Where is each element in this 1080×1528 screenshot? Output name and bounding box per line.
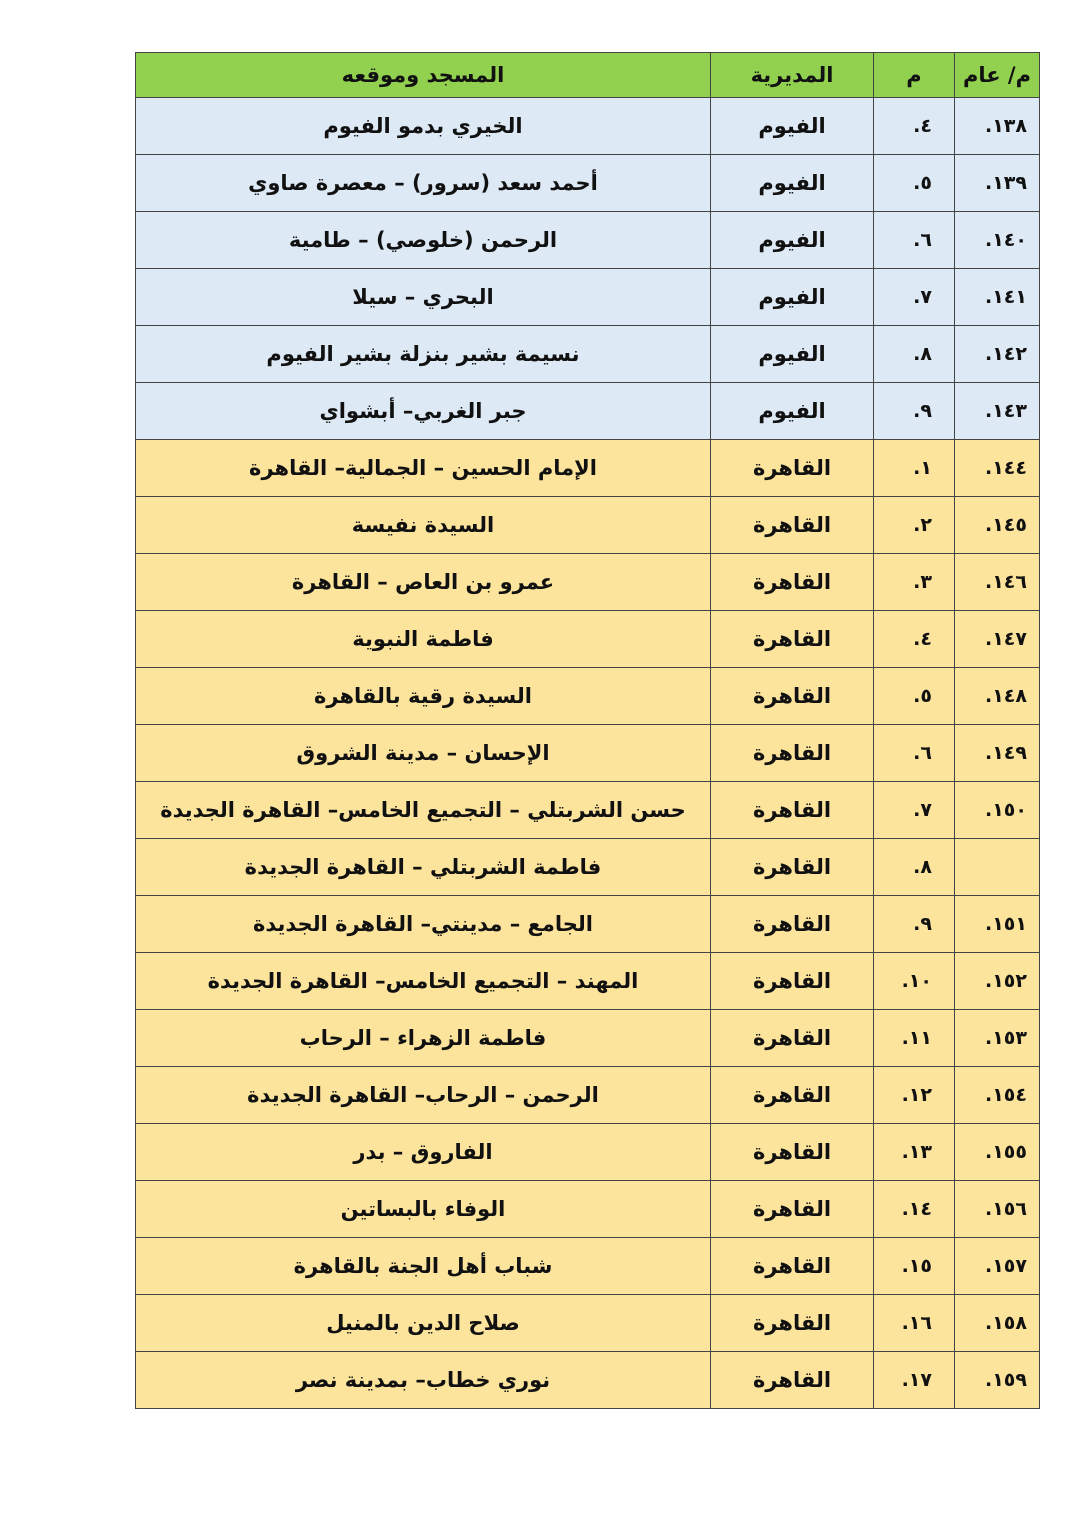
general-number-cell: ١٥٥. (955, 1124, 1040, 1181)
header-mosque: المسجد وموقعه (136, 53, 711, 98)
mosque-cell: البحري – سيلا (136, 269, 711, 326)
table-row (136, 1067, 1040, 1124)
mosque-cell: الجامع – مدينتي– القاهرة الجديدة (136, 896, 711, 953)
number-cell: ٩. (874, 383, 955, 440)
mosque-cell: أحمد سعد (سرور) – معصرة صاوي (136, 155, 711, 212)
directorate-cell: القاهرة (711, 953, 874, 1010)
directorate-cell: الفيوم (711, 212, 874, 269)
header-directorate: المديرية (711, 53, 874, 98)
number-cell: ٧. (874, 782, 955, 839)
table-row (136, 554, 1040, 611)
directorate-cell: القاهرة (711, 554, 874, 611)
number-cell: ٨. (874, 326, 955, 383)
table-row (136, 611, 1040, 668)
mosque-cell: نسيمة بشير بنزلة بشير الفيوم (136, 326, 711, 383)
mosque-cell: نوري خطاب– بمدينة نصر (136, 1352, 711, 1409)
mosque-cell: الخيري بدمو الفيوم (136, 98, 711, 155)
number-cell: ٢. (874, 497, 955, 554)
directorate-cell: القاهرة (711, 1352, 874, 1409)
general-number-cell: ١٤٣. (955, 383, 1040, 440)
directorate-cell: الفيوم (711, 98, 874, 155)
mosque-cell: صلاح الدين بالمنيل (136, 1295, 711, 1352)
number-cell: ٥. (874, 668, 955, 725)
directorate-cell: الفيوم (711, 383, 874, 440)
mosque-cell: الرحمن – الرحاب– القاهرة الجديدة (136, 1067, 711, 1124)
mosque-cell: المهند – التجميع الخامس– القاهرة الجديدة (136, 953, 711, 1010)
number-cell: ١٠. (874, 953, 955, 1010)
table-row (136, 782, 1040, 839)
directorate-cell: القاهرة (711, 896, 874, 953)
table-row (136, 98, 1040, 155)
general-number-cell: ١٤٢. (955, 326, 1040, 383)
mosque-cell: فاطمة الشربتلي – القاهرة الجديدة (136, 839, 711, 896)
mosque-cell: الرحمن (خلوصي) – طامية (136, 212, 711, 269)
table-row (136, 1295, 1040, 1352)
mosque-cell: عمرو بن العاص – القاهرة (136, 554, 711, 611)
table-row (136, 1010, 1040, 1067)
general-number-cell: ١٥٤. (955, 1067, 1040, 1124)
number-cell: ٤. (874, 98, 955, 155)
directorate-cell: الفيوم (711, 269, 874, 326)
mosque-cell: السيدة نفيسة (136, 497, 711, 554)
mosque-cell: حسن الشربتلي – التجميع الخامس– القاهرة الجديدة (136, 782, 711, 839)
table-row (136, 953, 1040, 1010)
table-row (136, 383, 1040, 440)
number-cell: ٩. (874, 896, 955, 953)
directorate-cell: القاهرة (711, 1295, 874, 1352)
number-cell: ٨. (874, 839, 955, 896)
mosque-table (135, 52, 1040, 1409)
number-cell: ٥. (874, 155, 955, 212)
general-number-cell (955, 839, 1040, 896)
number-cell: ٣. (874, 554, 955, 611)
mosque-cell: جبر الغربي– أبشواي (136, 383, 711, 440)
table-row (136, 668, 1040, 725)
general-number-cell: ١٥١. (955, 896, 1040, 953)
directorate-cell: القاهرة (711, 611, 874, 668)
general-number-cell: ١٤٦. (955, 554, 1040, 611)
table-row (136, 497, 1040, 554)
table-row (136, 1181, 1040, 1238)
table-row (136, 896, 1040, 953)
directorate-cell: القاهرة (711, 1181, 874, 1238)
directorate-cell: القاهرة (711, 782, 874, 839)
directorate-cell: القاهرة (711, 440, 874, 497)
number-cell: ١٥. (874, 1238, 955, 1295)
header-row (136, 53, 1040, 98)
mosque-cell: فاطمة النبوية (136, 611, 711, 668)
number-cell: ١٣. (874, 1124, 955, 1181)
table-row (136, 155, 1040, 212)
number-cell: ١٤. (874, 1181, 955, 1238)
general-number-cell: ١٤٨. (955, 668, 1040, 725)
general-number-cell: ١٤٠. (955, 212, 1040, 269)
number-cell: ١١. (874, 1010, 955, 1067)
number-cell: ١٢. (874, 1067, 955, 1124)
directorate-cell: القاهرة (711, 725, 874, 782)
directorate-cell: القاهرة (711, 497, 874, 554)
table-row (136, 1238, 1040, 1295)
table-row (136, 725, 1040, 782)
number-cell: ١. (874, 440, 955, 497)
directorate-cell: القاهرة (711, 1238, 874, 1295)
table-header (136, 53, 1040, 98)
general-number-cell: ١٥٦. (955, 1181, 1040, 1238)
number-cell: ١٦. (874, 1295, 955, 1352)
general-number-cell: ١٣٩. (955, 155, 1040, 212)
table-row (136, 269, 1040, 326)
header-number: م (874, 53, 955, 98)
directorate-cell: القاهرة (711, 1010, 874, 1067)
general-number-cell: ١٤١. (955, 269, 1040, 326)
general-number-cell: ١٥٩. (955, 1352, 1040, 1409)
directorate-cell: القاهرة (711, 839, 874, 896)
table-row (136, 1352, 1040, 1409)
mosque-cell: فاطمة الزهراء – الرحاب (136, 1010, 711, 1067)
directorate-cell: الفيوم (711, 155, 874, 212)
number-cell: ١٧. (874, 1352, 955, 1409)
general-number-cell: ١٥٠. (955, 782, 1040, 839)
number-cell: ٦. (874, 725, 955, 782)
mosque-cell: الإمام الحسين – الجمالية– القاهرة (136, 440, 711, 497)
general-number-cell: ١٤٧. (955, 611, 1040, 668)
general-number-cell: ١٥٨. (955, 1295, 1040, 1352)
mosque-cell: السيدة رقية بالقاهرة (136, 668, 711, 725)
mosque-cell: الفاروق – بدر (136, 1124, 711, 1181)
general-number-cell: ١٥٢. (955, 953, 1040, 1010)
number-cell: ٦. (874, 212, 955, 269)
general-number-cell: ١٤٤. (955, 440, 1040, 497)
table-row (136, 326, 1040, 383)
table-row (136, 839, 1040, 896)
general-number-cell: ١٥٣. (955, 1010, 1040, 1067)
table-row (136, 1124, 1040, 1181)
directorate-cell: الفيوم (711, 326, 874, 383)
table-row (136, 440, 1040, 497)
directorate-cell: القاهرة (711, 668, 874, 725)
directorate-cell: القاهرة (711, 1067, 874, 1124)
table-body (136, 98, 1040, 1409)
table-row (136, 212, 1040, 269)
number-cell: ٤. (874, 611, 955, 668)
general-number-cell: ١٣٨. (955, 98, 1040, 155)
general-number-cell: ١٤٩. (955, 725, 1040, 782)
mosque-cell: الإحسان – مدينة الشروق (136, 725, 711, 782)
general-number-cell: ١٤٥. (955, 497, 1040, 554)
header-general-number: م/ عام (955, 53, 1040, 98)
number-cell: ٧. (874, 269, 955, 326)
directorate-cell: القاهرة (711, 1124, 874, 1181)
mosque-cell: الوفاء بالبساتين (136, 1181, 711, 1238)
general-number-cell: ١٥٧. (955, 1238, 1040, 1295)
mosque-cell: شباب أهل الجنة بالقاهرة (136, 1238, 711, 1295)
